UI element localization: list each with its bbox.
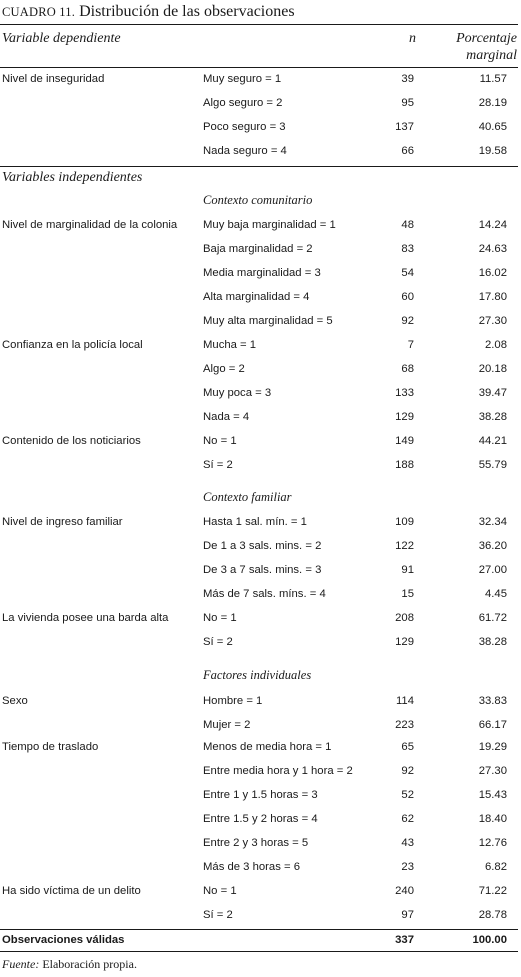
- category-label: No = 1: [203, 612, 237, 624]
- category-label: Entre 1 y 1.5 horas = 3: [203, 789, 318, 801]
- category-label: Algo = 2: [203, 363, 245, 375]
- percent-value: 2.08: [485, 339, 507, 351]
- percent-value: 32.34: [478, 516, 507, 528]
- category-label: Sí = 2: [203, 636, 233, 648]
- percent-value: 66.17: [478, 719, 507, 731]
- count-value: 91: [401, 564, 414, 576]
- percent-value: 55.79: [478, 459, 507, 471]
- source-text: Elaboración propia.: [39, 957, 137, 971]
- header-rule: [0, 67, 518, 68]
- count-value: 62: [401, 813, 414, 825]
- variable-name: Nivel de ingreso familiar: [2, 516, 123, 528]
- count-value: 97: [401, 909, 414, 921]
- count-value: 83: [401, 243, 414, 255]
- percent-value: 4.45: [485, 588, 507, 600]
- count-value: 66: [401, 145, 414, 157]
- count-value: 109: [395, 516, 414, 528]
- variable-name: Nivel de marginalidad de la colonia: [2, 219, 178, 231]
- top-rule: [0, 24, 518, 25]
- source-note: [2, 957, 137, 972]
- category-label: Más de 7 sals. míns. = 4: [203, 588, 326, 600]
- table-title-text: Distribución de las observaciones: [79, 3, 295, 20]
- percent-value: 36.20: [478, 540, 507, 552]
- section-heading: Contexto comunitario: [203, 193, 313, 207]
- independents-rule: [0, 166, 518, 167]
- total-bottom-rule: [0, 951, 518, 952]
- percent-value: 19.29: [478, 741, 507, 753]
- percent-value: 19.58: [478, 145, 507, 157]
- category-label: Muy baja marginalidad = 1: [203, 219, 336, 231]
- category-label: Sí = 2: [203, 459, 233, 471]
- section-heading: Factores individuales: [203, 668, 312, 682]
- category-label: De 1 a 3 sals. mins. = 2: [203, 540, 322, 552]
- category-label: Muy alta marginalidad = 5: [203, 315, 333, 327]
- percent-value: 38.28: [478, 636, 507, 648]
- percent-value: 61.72: [478, 612, 507, 624]
- percent-value: 38.28: [478, 411, 507, 423]
- total-n: 337: [395, 934, 414, 946]
- category-label: Entre media hora y 1 hora = 2: [203, 765, 353, 777]
- category-label: De 3 a 7 sals. mins. = 3: [203, 564, 322, 576]
- percent-value: 28.78: [478, 909, 507, 921]
- variable-name: Sexo: [2, 695, 28, 707]
- count-value: 129: [395, 411, 414, 423]
- table-title: [2, 3, 295, 21]
- category-label: Poco seguro = 3: [203, 121, 286, 133]
- count-value: 129: [395, 636, 414, 648]
- table-number: CUADRO 11.: [2, 5, 76, 19]
- percent-value: 27.30: [478, 315, 507, 327]
- header-porcentaje: Porcentaje: [456, 31, 517, 46]
- category-label: Menos de media hora = 1: [203, 741, 332, 753]
- total-pct: 100.00: [472, 934, 507, 946]
- count-value: 92: [401, 765, 414, 777]
- category-label: Hasta 1 sal. mín. = 1: [203, 516, 307, 528]
- category-label: Hombre = 1: [203, 695, 263, 707]
- category-label: Muy poca = 3: [203, 387, 272, 399]
- percent-value: 20.18: [478, 363, 507, 375]
- variable-name: La vivienda posee una barda alta: [2, 612, 169, 624]
- total-top-rule: [0, 929, 518, 930]
- count-value: 65: [401, 741, 414, 753]
- percent-value: 6.82: [485, 861, 507, 873]
- count-value: 133: [395, 387, 414, 399]
- percent-value: 17.80: [478, 291, 507, 303]
- count-value: 15: [401, 588, 414, 600]
- count-value: 137: [395, 121, 414, 133]
- percent-value: 12.76: [478, 837, 507, 849]
- count-value: 7: [407, 339, 414, 351]
- category-label: Media marginalidad = 3: [203, 267, 321, 279]
- variable-name: Confianza en la policía local: [2, 339, 143, 351]
- category-label: Baja marginalidad = 2: [203, 243, 313, 255]
- count-value: 43: [401, 837, 414, 849]
- total-label: Observaciones válidas: [2, 934, 125, 946]
- count-value: 95: [401, 97, 414, 109]
- count-value: 23: [401, 861, 414, 873]
- category-label: Entre 1.5 y 2 horas = 4: [203, 813, 318, 825]
- percent-value: 27.00: [478, 564, 507, 576]
- category-label: Mucha = 1: [203, 339, 257, 351]
- count-value: 54: [401, 267, 414, 279]
- header-n: n: [409, 31, 416, 46]
- source-label: Fuente:: [2, 957, 40, 971]
- percent-value: 11.57: [479, 73, 507, 85]
- variable-name: Ha sido víctima de un delito: [2, 885, 141, 897]
- category-label: No = 1: [203, 435, 237, 447]
- count-value: 122: [395, 540, 414, 552]
- count-value: 188: [395, 459, 414, 471]
- count-value: 39: [401, 73, 414, 85]
- count-value: 68: [401, 363, 414, 375]
- count-value: 48: [401, 219, 414, 231]
- percent-value: 71.22: [478, 885, 507, 897]
- header-variable-dependiente: Variable dependiente: [2, 31, 121, 46]
- variable-name: Tiempo de traslado: [2, 741, 99, 753]
- count-value: 114: [395, 695, 414, 707]
- header-variables-independientes: Variables independientes: [2, 170, 143, 185]
- count-value: 60: [401, 291, 414, 303]
- category-label: Alta marginalidad = 4: [203, 291, 310, 303]
- category-label: Muy seguro = 1: [203, 73, 282, 85]
- variable-name: Contenido de los noticiarios: [2, 435, 141, 447]
- count-value: 223: [395, 719, 414, 731]
- percent-value: 39.47: [478, 387, 507, 399]
- percent-value: 24.63: [478, 243, 507, 255]
- category-label: No = 1: [203, 885, 237, 897]
- category-label: Algo seguro = 2: [203, 97, 283, 109]
- category-label: Más de 3 horas = 6: [203, 861, 301, 873]
- percent-value: 27.30: [478, 765, 507, 777]
- section-heading: Contexto familiar: [203, 490, 292, 504]
- header-marginal: marginal: [466, 48, 517, 63]
- percent-value: 15.43: [478, 789, 507, 801]
- category-label: Nada seguro = 4: [203, 145, 287, 157]
- count-value: 208: [395, 612, 414, 624]
- percent-value: 14.24: [478, 219, 507, 231]
- count-value: 240: [395, 885, 414, 897]
- count-value: 149: [395, 435, 414, 447]
- percent-value: 44.21: [478, 435, 507, 447]
- count-value: 52: [401, 789, 414, 801]
- category-label: Mujer = 2: [203, 719, 251, 731]
- category-label: Entre 2 y 3 horas = 5: [203, 837, 309, 849]
- percent-value: 33.83: [478, 695, 507, 707]
- category-label: Sí = 2: [203, 909, 233, 921]
- percent-value: 16.02: [478, 267, 507, 279]
- percent-value: 40.65: [478, 121, 507, 133]
- category-label: Nada = 4: [203, 411, 250, 423]
- percent-value: 28.19: [478, 97, 507, 109]
- percent-value: 18.40: [478, 813, 507, 825]
- variable-name: Nivel de inseguridad: [2, 73, 105, 85]
- count-value: 92: [401, 315, 414, 327]
